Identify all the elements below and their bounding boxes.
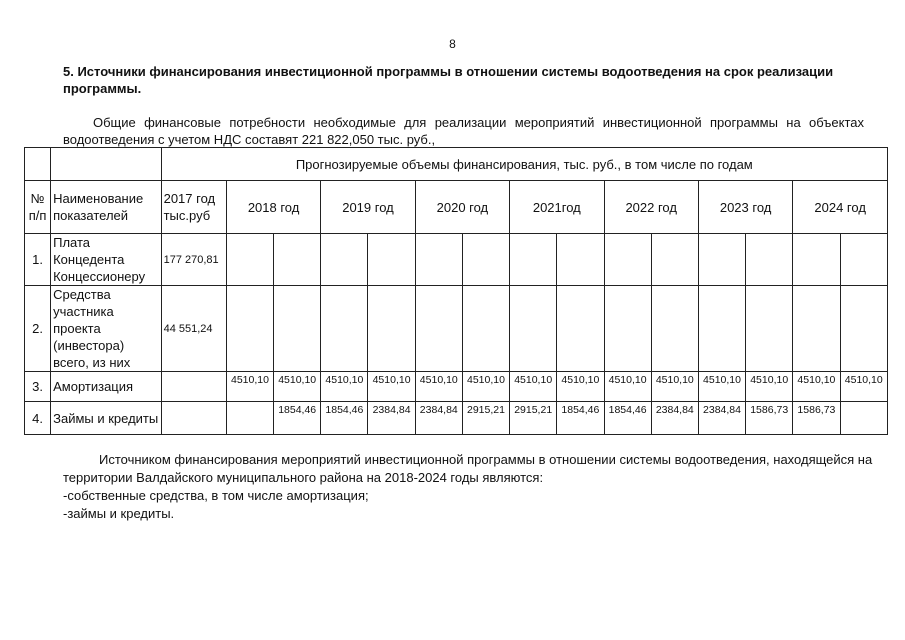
- year-header-2024: 2024 год: [793, 181, 888, 234]
- value-cell: [226, 234, 273, 286]
- value-cell: 2384,84: [651, 402, 698, 435]
- value-cell: [604, 234, 651, 286]
- empty-header-cell: [51, 148, 161, 181]
- value-cell: 1854,46: [274, 402, 321, 435]
- value-cell: 1586,73: [793, 402, 840, 435]
- year-header-2023: 2023 год: [698, 181, 792, 234]
- intro-paragraph: [63, 114, 864, 148]
- value-cell: [557, 286, 604, 372]
- value-cell: [226, 402, 273, 435]
- value-cell: [321, 234, 368, 286]
- value-cell: [651, 234, 698, 286]
- value-cell: 4510,10: [368, 372, 415, 402]
- table-row: [25, 234, 888, 286]
- value-cell: [274, 286, 321, 372]
- value-cell: [840, 234, 887, 286]
- year-header-2020: 2020 год: [415, 181, 509, 234]
- value-cell: 4510,10: [651, 372, 698, 402]
- value-cell: 4510,10: [840, 372, 887, 402]
- empty-header-cell: [25, 148, 51, 181]
- year-header-2022: 2022 год: [604, 181, 698, 234]
- value-cell: [746, 234, 793, 286]
- value-cell: 4510,10: [746, 372, 793, 402]
- value-cell: 4510,10: [557, 372, 604, 402]
- value-cell: [793, 234, 840, 286]
- value-2017: 177 270,81: [161, 234, 226, 286]
- value-cell: [604, 286, 651, 372]
- value-cell: 2915,21: [510, 402, 557, 435]
- value-cell: [510, 234, 557, 286]
- value-cell: [415, 234, 462, 286]
- table-row: [25, 286, 888, 372]
- value-cell: 4510,10: [321, 372, 368, 402]
- value-cell: [415, 286, 462, 372]
- value-cell: [321, 286, 368, 372]
- col-header-name: Наименование показателей: [51, 181, 161, 234]
- value-cell: [462, 286, 509, 372]
- value-2017: 44 551,24: [161, 286, 226, 372]
- value-cell: 2915,21: [462, 402, 509, 435]
- row-name: Займы и кредиты: [51, 402, 161, 435]
- value-cell: [462, 234, 509, 286]
- table-column-header-row: [25, 181, 888, 234]
- value-cell: 4510,10: [698, 372, 745, 402]
- row-name: Средства участника проекта (инвестора) всего, из них: [51, 286, 161, 372]
- value-2017: [161, 372, 226, 402]
- value-cell: [840, 286, 887, 372]
- value-cell: 4510,10: [793, 372, 840, 402]
- value-cell: 2384,84: [368, 402, 415, 435]
- value-cell: [698, 234, 745, 286]
- intro-text: Общие финансовые потребности необходимые для реализации мероприятий инвестиционной программы на объектах водоотведения с учетом НДС составят 221 822,050 тыс. руб.,: [63, 115, 864, 147]
- value-cell: 4510,10: [226, 372, 273, 402]
- value-cell: 1854,46: [321, 402, 368, 435]
- value-cell: [274, 234, 321, 286]
- value-cell: 1854,46: [604, 402, 651, 435]
- value-cell: 1854,46: [557, 402, 604, 435]
- row-name: Амортизация: [51, 372, 161, 402]
- value-cell: 2384,84: [698, 402, 745, 435]
- value-cell: 4510,10: [604, 372, 651, 402]
- value-cell: [510, 286, 557, 372]
- value-cell: [840, 402, 887, 435]
- value-cell: [698, 286, 745, 372]
- value-cell: 4510,10: [415, 372, 462, 402]
- closing-item-own-funds: -собственные средства, в том числе амортизация;: [63, 488, 369, 503]
- value-cell: [226, 286, 273, 372]
- value-cell: [368, 286, 415, 372]
- row-name: Плата Концедента Концессионеру: [51, 234, 161, 286]
- year-header-2018: 2018 год: [226, 181, 320, 234]
- row-number: 1.: [25, 234, 51, 286]
- table-row: [25, 402, 888, 435]
- row-number: 2.: [25, 286, 51, 372]
- value-cell: 4510,10: [274, 372, 321, 402]
- value-2017: [161, 402, 226, 435]
- section-title: 5. Источники финансирования инвестиционной программы в отношении системы водоотведения на срок реализации программы.: [63, 64, 834, 96]
- value-cell: [557, 234, 604, 286]
- row-number: 4.: [25, 402, 51, 435]
- closing-lead: Источником финансирования мероприятий инвестиционной программы в отношении системы водоотведения, находящейся на территории Валдайского муниципального района на 2018-2024 годы являются:: [63, 452, 873, 485]
- page-number: 8: [449, 37, 456, 51]
- closing-item-loans: -займы и кредиты.: [63, 506, 175, 521]
- value-cell: [793, 286, 840, 372]
- col-header-2017: 2017 год тыс.руб: [161, 181, 226, 234]
- closing-text: [63, 451, 873, 523]
- value-cell: 4510,10: [510, 372, 557, 402]
- value-cell: 2384,84: [415, 402, 462, 435]
- table-row: [25, 372, 888, 402]
- col-header-num: № п/п: [25, 181, 51, 234]
- value-cell: 4510,10: [462, 372, 509, 402]
- financing-table: [24, 147, 888, 435]
- group-header: Прогнозируемые объемы финансирования, тыс. руб., в том числе по годам: [161, 148, 887, 181]
- value-cell: [746, 286, 793, 372]
- year-header-2021: 2021год: [510, 181, 604, 234]
- row-number: 3.: [25, 372, 51, 402]
- year-header-2019: 2019 год: [321, 181, 415, 234]
- value-cell: [368, 234, 415, 286]
- value-cell: 1586,73: [746, 402, 793, 435]
- value-cell: [651, 286, 698, 372]
- table-group-header-row: [25, 148, 888, 181]
